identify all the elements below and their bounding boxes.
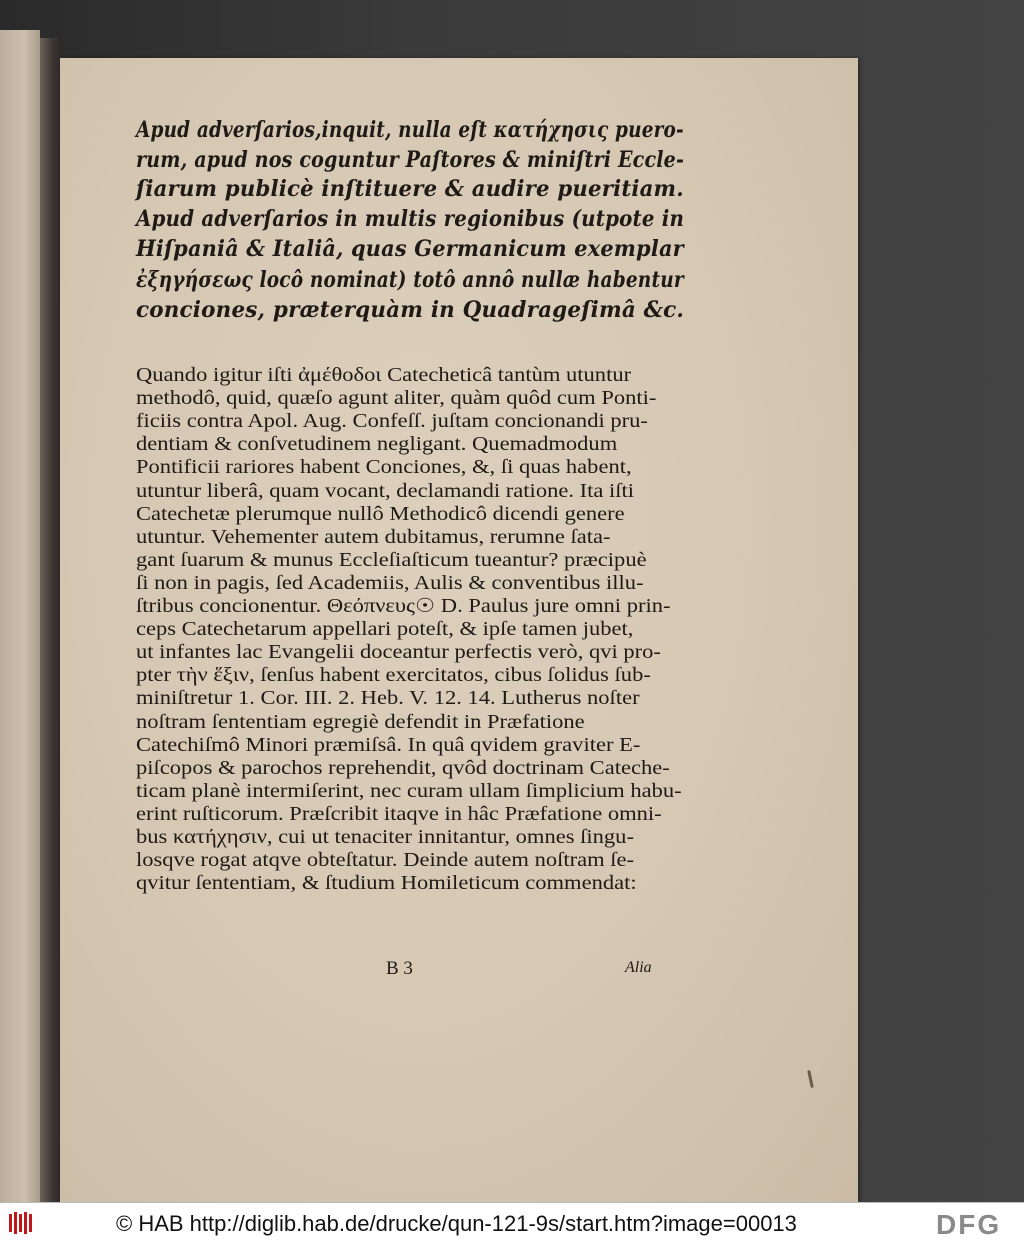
body-line: ut infantes lac Evangelii doceantur perfectis verò, qvi pro- <box>136 642 661 664</box>
body-line: methodô, quid, quæſo agunt aliter, quàm quôd cum Ponti- <box>136 388 657 410</box>
body-line: pter τὴν ἕξιν, ſenſus habent exercitatos, cibus ſolidus ſub- <box>136 665 651 687</box>
facing-page-edge <box>0 30 40 1202</box>
catchword: Alia <box>625 959 652 976</box>
body-line: ficiis contra Apol. Aug. Confeſſ. juſtam concionandi pru- <box>136 411 648 433</box>
body-line: ticam planè intermiſerint, nec curam ullam ſimplicium habu- <box>136 780 682 802</box>
body-line: ceps Catechetarum appellari poteſt, & ipſe tamen jubet, <box>136 619 634 641</box>
body-line: erint ruſticorum. Præſcribit itaqve in hâc Præfatione omni- <box>136 803 662 825</box>
body-line: piſcopos & parochos reprehendit, qvôd doctrinam Cateche- <box>136 757 670 779</box>
body-line: ſtribus concionentur. Θεόπνευς☉ D. Paulus jure omni prin- <box>136 596 671 617</box>
italic-line: Apud adverſarios,inquit, nulla eſt κατήχησις puero- <box>136 117 684 143</box>
footer-bar <box>0 1202 1024 1243</box>
dfg-logo: DFG <box>936 1209 1002 1240</box>
page-smudge <box>807 1070 814 1088</box>
body-line: bus κατήχησιν, cui ut tenaciter innitantur, omnes ſingu- <box>136 827 634 848</box>
italic-line: Apud adverſarios in multis regionibus (utpote in <box>136 206 685 232</box>
italic-line: ἐξηγήσεως locô nominat) totô annô nullæ habentur <box>136 267 684 293</box>
body-line: Quando igitur iſti ἀμέθοδοι Catecheticâ tantùm utuntur <box>136 365 632 386</box>
body-line: utuntur liberâ, quam vocant, declamandi ratione. Ita iſti <box>136 480 635 502</box>
body-line: Catechiſmô Minori præmiſsâ. In quâ qvidem graviter E- <box>136 734 641 756</box>
italic-line: rum, apud nos coguntur Paſtores & miniſtri Eccle- <box>136 147 685 173</box>
italic-line: conciones, præterquàm in Quadrageſimâ &c. <box>136 297 685 323</box>
body-line: utuntur. Vehementer autem dubitamus, rerumne ſata- <box>136 526 611 548</box>
body-line: ſi non in pagis, ſed Academiis, Aulis & conventibus illu- <box>136 572 644 594</box>
body-line: qvitur ſententiam, & ſtudium Homileticum commendat: <box>136 873 637 895</box>
italic-line: ſiarum publicè inſtituere & audire pueritiam. <box>136 176 684 202</box>
copyright-url[interactable]: © HAB http://diglib.hab.de/drucke/qun-121-9s/start.htm?image=00013 <box>116 1211 797 1236</box>
body-line: dentiam & conſvetudinem negligant. Quemadmodum <box>136 434 618 456</box>
body-line: miniſtretur 1. Cor. III. 2. Heb. V. 12. 14. Lutherus noſter <box>136 688 640 710</box>
signature-mark: B 3 <box>386 958 413 979</box>
italic-line: Hiſpaniâ & Italiâ, quas Germanicum exemplar <box>136 236 684 262</box>
body-line: losqve rogat atqve obteſtatur. Deinde autem noſtram ſe- <box>136 850 635 872</box>
hab-logo-icon <box>8 1211 36 1235</box>
body-line: gant ſuarum & munus Eccleſiaſticum tueantur? præcipuè <box>136 549 647 571</box>
book-page <box>60 58 858 1202</box>
body-line: noſtram ſententiam egregiè defendit in Præfatione <box>136 711 585 733</box>
book-spine <box>40 38 62 1202</box>
body-line: Pontificii rariores habent Conciones, &, ſi quas habent, <box>136 457 632 479</box>
body-line: Catechetæ plerumque nullô Methodicô dicendi genere <box>136 503 625 525</box>
